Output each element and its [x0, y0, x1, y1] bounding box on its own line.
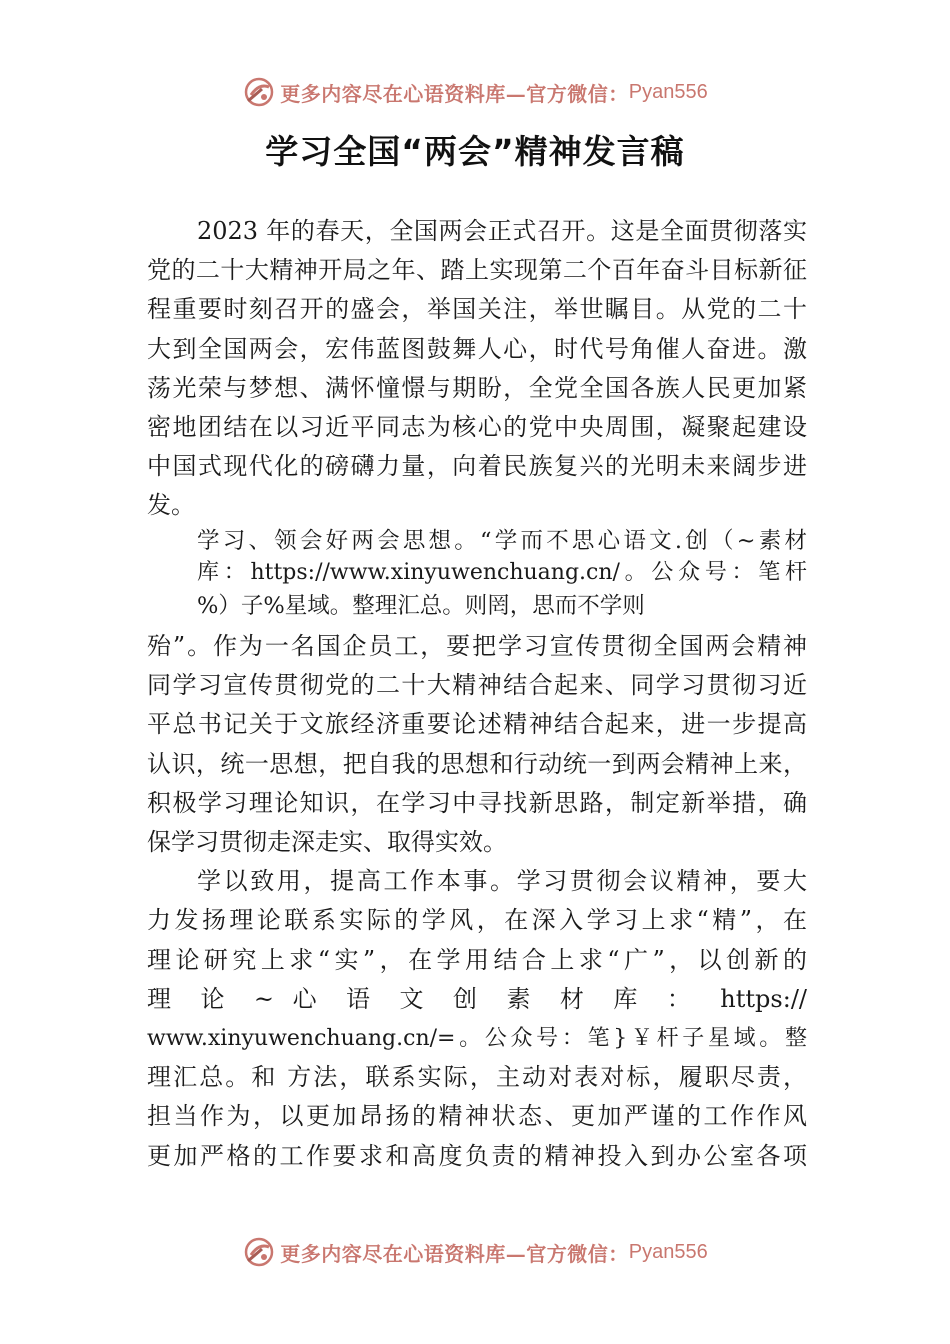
paragraph-line: 程重要时刻召开的盛会，举国关注，举世瞩目。从党的二十 — [147, 295, 807, 324]
brand-logo-icon — [242, 75, 276, 109]
header-banner — [0, 72, 950, 112]
paragraph-line: 发。 — [147, 491, 195, 520]
document-body — [147, 212, 807, 1176]
paragraph-line: 积极学习理论知识，在学习中寻找新思路，制定新举措，确 — [147, 788, 807, 817]
paragraph-line: 2023 年的春天，全国两会正式召开。这是全面贯彻落实 — [197, 217, 807, 245]
banner-text: 更多内容尽在心语资料库—官方微信： — [280, 81, 629, 106]
paragraph-line: 同学习宣传贯彻党的二十大精神结合起来、同学习贯彻习近 — [147, 671, 807, 700]
paragraph-line: 理汇总。和 方法，联系实际，主动对表对标，履职尽责， — [147, 1063, 807, 1092]
paragraph-line: 殆”。作为一名国企员工，要把学习宣传贯彻全国两会精神 — [147, 632, 807, 661]
footer-banner — [0, 1232, 950, 1272]
brand-logo-icon — [242, 1235, 276, 1269]
paragraph-line: 理论研究上求“实”，在学用结合上求“广”，以创新的 — [147, 945, 807, 974]
paragraph-line: %）子%星域。整理汇总。则罔，思而不学则 — [197, 593, 645, 620]
paragraph-line: 更加严格的工作要求和高度负责的精神投入到办公室各项 — [147, 1141, 807, 1170]
banner-wechat-id: Pyan556 — [628, 80, 708, 103]
paragraph-line: 密地团结在以习近平同志为核心的党中央周围，凝聚起建设 — [147, 412, 807, 441]
paragraph-line: 学以致用，提高工作本事。学习贯彻会议精神，要大 — [197, 867, 807, 896]
banner-text: 更多内容尽在心语资料库—官方微信： — [280, 1241, 629, 1266]
paragraph-line: 党的二十大精神开局之年、踏上实现第二个百年奋斗目标新征 — [147, 256, 807, 285]
paragraph-line: 学习、领会好两会思想。“学而不思心语文.创（~素材 — [197, 527, 807, 554]
paragraph-line: 中国式现代化的磅礴力量，向着民族复兴的光明未来阔步进 — [147, 452, 807, 481]
paragraph-line: 担当作为，以更加昂扬的精神状态、更加严谨的工作作风 — [147, 1102, 807, 1131]
paragraph-line: 理 论 ~ 心 语 文 创 素 材 库 ： https:// — [147, 984, 807, 1013]
paragraph-line: 力发扬理论联系实际的学风，在深入学习上求“精”，在 — [147, 906, 807, 935]
paragraph-line: 库：https://www.xinyuwenchuang.cn/。公众号：笔杆 — [197, 559, 807, 585]
page-title: 学习全国“两会”精神发言稿 — [265, 132, 685, 171]
paragraph-line: 平总书记关于文旅经济重要论述精神结合起来，进一步提高 — [147, 710, 807, 739]
paragraph-line: 认识，统一思想，把自我的思想和行动统一到两会精神上来， — [147, 749, 807, 778]
paragraph-line: 大到全国两会，宏伟蓝图鼓舞人心，时代号角催人奋进。激 — [147, 334, 807, 363]
paragraph-line: 荡光荣与梦想、满怀憧憬与期盼，全党全国各族人民更加紧 — [147, 373, 807, 402]
paragraph-line: www.xinyuwenchuang.cn/=。公众号：笔}￥杆子星域。整 — [147, 1025, 807, 1051]
paragraph-line: 保学习贯彻走深走实、取得实效。 — [147, 828, 507, 857]
banner-wechat-id: Pyan556 — [628, 1240, 708, 1263]
